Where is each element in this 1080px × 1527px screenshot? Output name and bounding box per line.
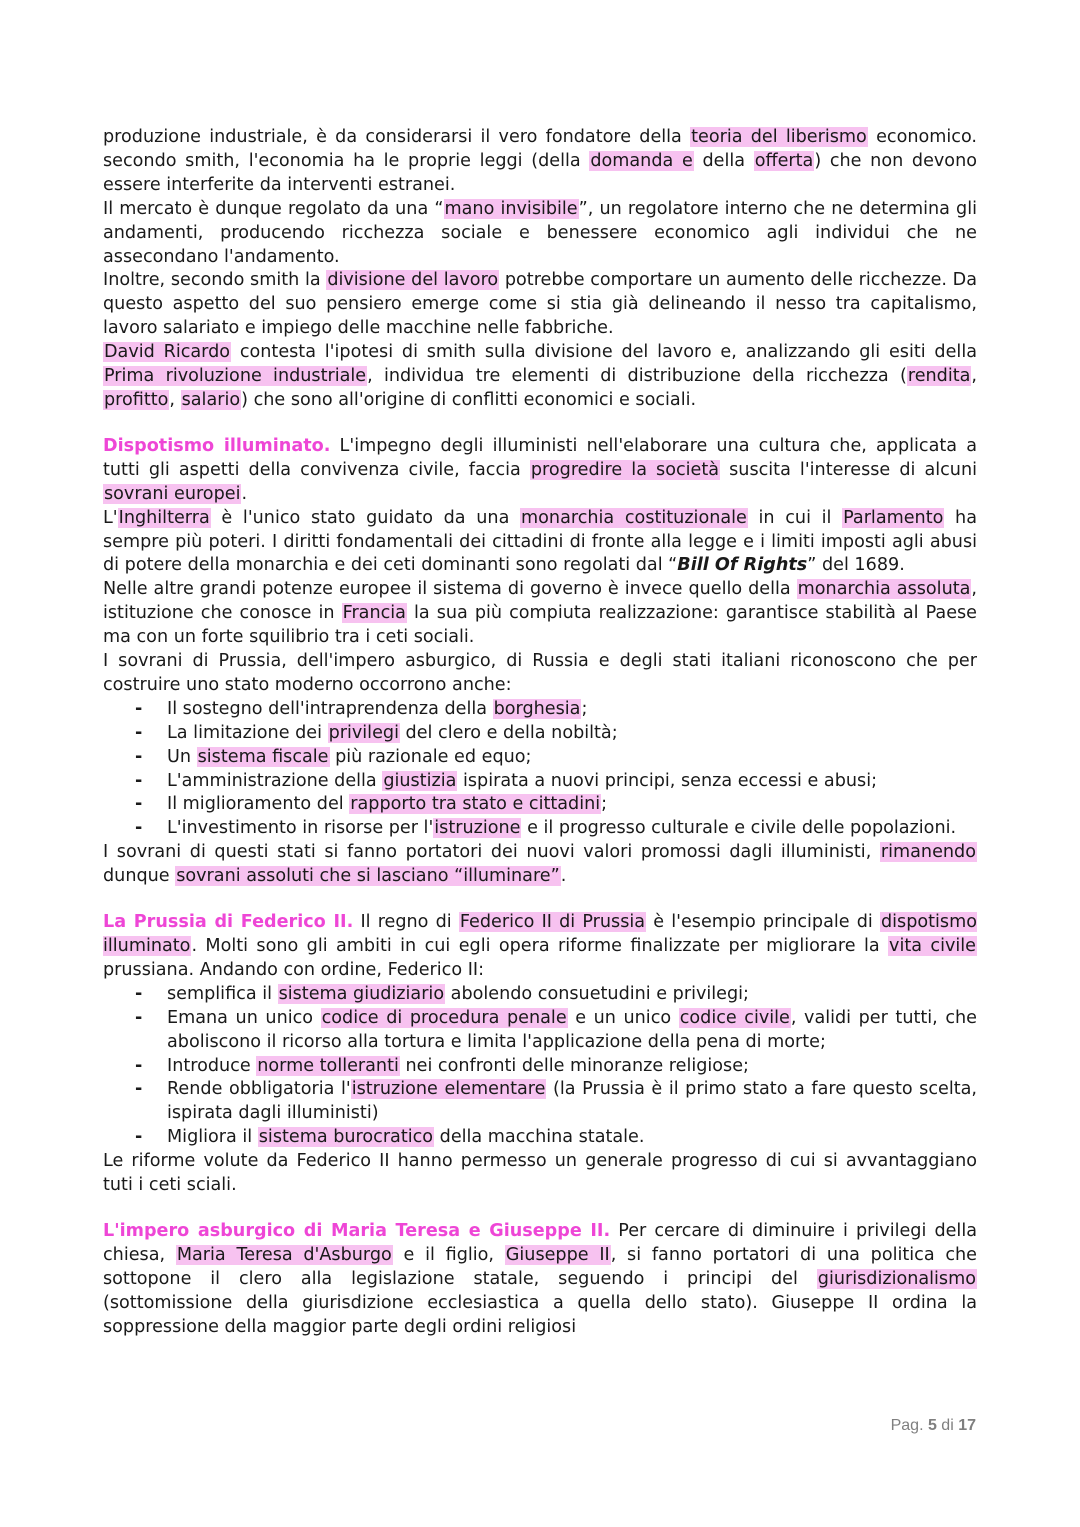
highlight: giustizia: [383, 770, 457, 791]
paragraph: Le riforme volute da Federico II hanno permesso un generale progresso di cui si avvantaggiano tuti i ceti sciali.: [103, 1151, 977, 1196]
highlight: salario: [181, 389, 241, 410]
list-item: - Il sostegno dell'intraprendenza della borghesia;: [167, 698, 977, 722]
section-heading: L'impero asburgico di Maria Teresa e Giuseppe II.: [103, 1220, 611, 1241]
highlight: sistema giudiziario: [278, 983, 445, 1004]
highlight: vita civile: [889, 936, 976, 956]
highlight: monarchia assoluta: [797, 579, 971, 600]
highlight: profitto: [104, 389, 169, 410]
list-item: - Introduce norme tolleranti nei confronti delle minoranze religiose;: [167, 1055, 977, 1079]
highlight: divisione del lavoro: [327, 270, 499, 291]
highlight: borghesia: [493, 698, 581, 719]
highlight: monarchia costituzionale: [521, 507, 747, 528]
bullet-list: [103, 698, 977, 841]
paragraph: Nelle altre grandi potenze europee il sistema di governo è invece quello della monarchia assoluta, istituzione che conosce in Francia la sua più compiuta realizzazione: garantisce stabilità al Paese ma con un forte squilibrio tra i ceti sociali.: [103, 579, 978, 648]
highlight: Prima rivoluzione industriale: [104, 366, 367, 387]
list-item: - Il miglioramento del rapporto tra stato e cittadini;: [167, 793, 977, 817]
spacer: [103, 1198, 977, 1220]
highlight: Inghilterra: [118, 507, 210, 528]
highlight: domanda e: [590, 150, 693, 171]
highlight: privilegi: [328, 722, 399, 743]
highlight: istruzione: [434, 818, 521, 839]
list-item: - Rende obbligatoria l'istruzione elementare (la Prussia è il primo stato a fare questo scelta, ispirata dagli illuministi): [167, 1078, 977, 1126]
list-item: - Emana un unico codice di procedura penale e un unico codice civile, validi per tutti, che aboliscono il ricorso alla tortura e limita l'applicazione della pena di morte;: [167, 1007, 977, 1055]
highlight: sovrani europei: [104, 483, 241, 504]
paragraph: produzione industriale, è da considerarsi il vero fondatore della teoria del liberismo economico. secondo smith, l'economia ha le proprie leggi (della domanda e della offerta) che non devono essere interferite da interventi estranei.: [103, 127, 977, 195]
bullet-list: [103, 983, 977, 1150]
highlight: Francia: [342, 603, 406, 624]
paragraph: Dispotismo illuminato. L'impegno degli illuministi nell'elaborare una cultura che, applicata a tutti gli aspetti della convivenza civile, faccia progredire la società suscita l'interesse di alcuni sovrani europei.: [103, 435, 978, 504]
paragraph: I sovrani di questi stati si fanno portatori dei nuovi valori promossi dagli illuministi, rimanendo dunque sovrani assoluti che si lasciano “illuminare”.: [103, 842, 976, 887]
italic-title: Bill Of Rights: [677, 555, 808, 576]
highlight: sovrani assoluti che si lasciano “illuminare”: [176, 866, 560, 887]
highlight: dispotismo illuminato: [103, 912, 977, 956]
list-item: - L'investimento in risorse per l'istruzione e il progresso culturale e civile delle popolazioni.: [167, 817, 977, 841]
highlight: rapporto tra stato e cittadini: [350, 794, 601, 815]
highlight: David Ricardo: [104, 342, 231, 363]
list-item: - Un sistema fiscale più razionale ed equo;: [167, 746, 977, 770]
highlight: mano invisibile: [444, 198, 578, 219]
highlight: codice di procedura penale: [321, 1007, 567, 1028]
highlight: teoria del liberismo: [691, 127, 867, 147]
highlight: codice civile: [679, 1007, 790, 1028]
highlight: rimanendo: [880, 842, 976, 863]
section-heading: La Prussia di Federico II.: [103, 912, 354, 933]
highlight: Federico II di Prussia: [459, 912, 646, 933]
paragraph: Inoltre, secondo smith la divisione del lavoro potrebbe comportare un aumento delle ricchezze. Da questo aspetto del suo pensiero emerge come si stia già delineando il nesso tra capitalismo, lavoro salariato e impiego delle macchine nelle fabbriche.: [103, 270, 977, 339]
paragraph: David Ricardo contesta l'ipotesi di smith sulla divisione del lavoro e, analizzando gli esiti della Prima rivoluzione industriale, individua tre elementi di distribuzione della ricchezza (rendita, profitto, salario) che sono all'origine di conflitti economici e sociali.: [104, 342, 977, 410]
spacer: [103, 413, 977, 435]
list-item: - Migliora il sistema burocratico della macchina statale.: [167, 1126, 977, 1150]
document-body: [103, 126, 977, 1340]
page-number: Pag. 5 di 17: [890, 1417, 976, 1434]
list-item: - semplifica il sistema giudiziario abolendo consuetudini e privilegi;: [167, 983, 977, 1007]
highlight: progredire la società: [530, 459, 720, 480]
paragraph: I sovrani di Prussia, dell'impero asburgico, di Russia e degli stati italiani riconoscono che per costruire uno stato moderno occorrono anche:: [103, 651, 977, 695]
list-item: - La limitazione dei privilegi del clero e della nobiltà;: [167, 722, 977, 746]
highlight: Maria Teresa d'Asburgo: [176, 1244, 392, 1265]
list-item: - L'amministrazione della giustizia ispirata a nuovi principi, senza eccessi e abusi;: [167, 770, 977, 794]
paragraph: Il mercato è dunque regolato da una “mano invisibile”, un regolatore interno che ne determina gli andamenti, producendo ricchezza sociale e benessere economico agli individui che ne assecondano l'andamento.: [103, 198, 977, 267]
highlight: offerta: [754, 150, 814, 171]
highlight: istruzione elementare: [351, 1079, 546, 1100]
highlight: Giuseppe II: [505, 1244, 610, 1265]
paragraph: L'Inghilterra è l'unico stato guidato da una monarchia costituzionale in cui il Parlamento ha sempre più poteri. I diritti fondamentali dei cittadini di fronte alla legge e i limiti imposti agli abusi di potere della monarchia e dei ceti dominanti sono regolati dal “Bill Of Rights” del 1689.: [103, 507, 977, 576]
highlight: sistema fiscale: [197, 746, 329, 767]
highlight: sistema burocratico: [258, 1127, 434, 1148]
highlight: rendita: [907, 366, 971, 387]
highlight: giurisdizionalismo: [817, 1268, 976, 1289]
highlight: Parlamento: [843, 507, 944, 528]
section-heading: Dispotismo illuminato.: [103, 435, 331, 456]
spacer: [103, 889, 977, 911]
paragraph: L'impero asburgico di Maria Teresa e Giuseppe II. Per cercare di diminuire i privilegi della chiesa, Maria Teresa d'Asburgo e il figlio, Giuseppe II, si fanno portatori di una politica che sottopone il clero alla legislazione statale, seguendo i principi del giurisdizionalismo (sottomissione della giurisdizione ecclesiastica a quella dello stato). Giuseppe II ordina la soppressione della maggior parte degli ordini religiosi: [103, 1220, 978, 1337]
paragraph: La Prussia di Federico II. Il regno di Federico II di Prussia è l'esempio principale di dispotismo illuminato. Molti sono gli ambiti in cui egli opera riforme finalizzate per migliorare la vita civile prussiana. Andando con ordine, Federico II:: [103, 912, 977, 980]
highlight: norme tolleranti: [257, 1055, 399, 1076]
